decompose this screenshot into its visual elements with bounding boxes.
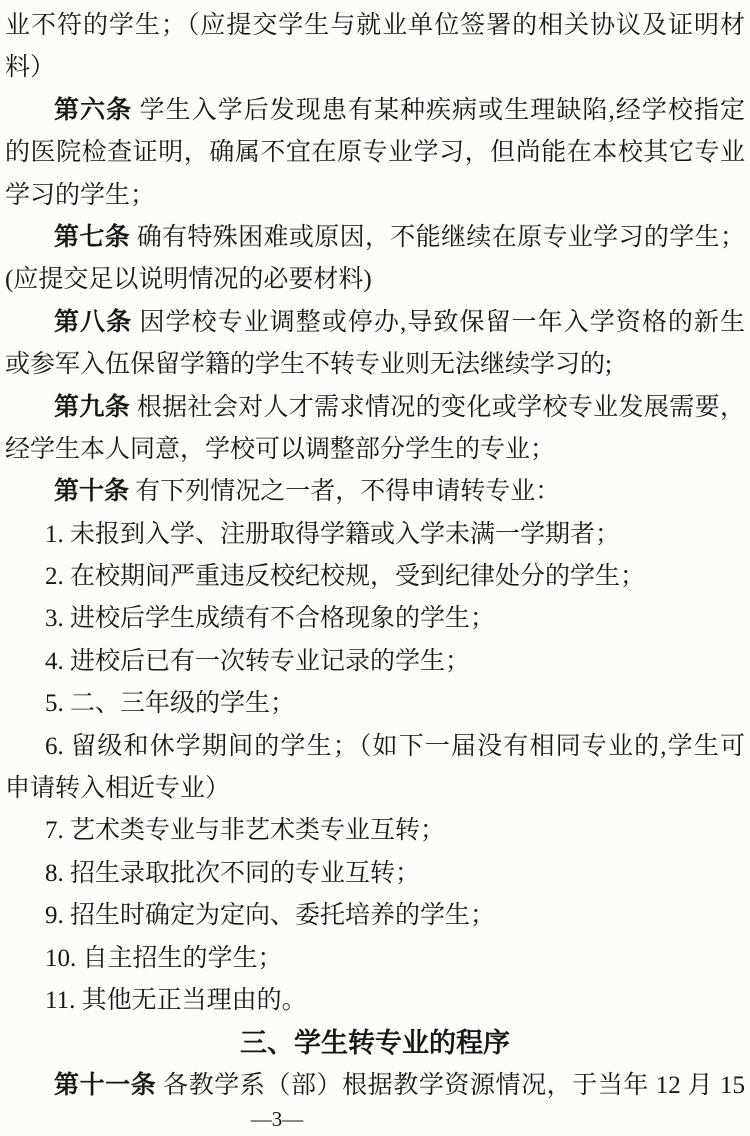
line-text: 业不符的学生；（应提交学生与就业单位签署的相关协议及证明材 [5,12,745,39]
list-item [5,683,745,725]
line-text: 7. 艺术类专业与非艺术类专业互转； [45,817,446,845]
article-6-line [5,90,745,132]
article-term: 第七条 [54,223,131,251]
article-term: 第十条 [54,478,130,506]
article-8-line [5,302,745,344]
list-item [5,556,745,598]
line-text: 或参军入伍保留学籍的学生不转专业则无法继续学习的; [5,351,612,379]
page-number-text: —3— [250,1107,304,1131]
article-term: 第九条 [54,393,131,421]
line-text: 9. 招生时确定为定向、委托培养的学生； [45,902,496,930]
article-11-line [5,1065,745,1107]
line-text: 2. 在校期间严重违反校纪校规，受到纪律处分的学生； [45,563,646,591]
section-heading [5,1022,745,1064]
line-text: 根据社会对人才需求情况的变化或学校专业发展需要， [130,393,745,421]
text-line [5,429,745,471]
line-text: 因学校专业调整或停办,导致保留一年入学资格的新生 [132,308,745,336]
text-line [5,344,745,386]
line-text: 3. 进校后学生成绩有不合格现象的学生； [45,605,496,633]
line-text: 确有特殊困难或原因，不能继续在原专业学习的学生； [130,223,745,251]
line-text: 料） [5,54,56,82]
article-term: 第十一条 [54,1071,157,1099]
article-term: 第六条 [54,96,133,124]
text-line [5,47,745,89]
page-number [0,1106,652,1132]
line-text: 学习的学生； [5,181,156,209]
line-text: 有下列情况之一者，不得申请转专业： [129,478,561,506]
list-item [5,980,745,1022]
text-line [5,175,745,217]
article-term: 第八条 [54,308,133,336]
list-item [5,853,745,895]
text-line [5,5,745,47]
line-text: (应提交足以说明情况的必要材料) [5,266,372,294]
line-text: 8. 招生录取批次不同的专业互转； [45,859,421,887]
list-item [5,641,745,683]
line-text: 6. 留级和休学期间的学生；（如下一届没有相同专业的,学生可 [45,732,745,760]
line-text: 1. 未报到入学、注册取得学籍或入学未满一学期者； [45,520,621,548]
line-text: 5. 二、三年级的学生； [45,690,296,718]
article-7-line [5,217,745,259]
list-item [5,938,745,980]
line-text: 4. 进校后已有一次转专业记录的学生； [45,647,471,675]
list-item [5,598,745,640]
line-text: 10. 自主招生的学生； [45,944,283,972]
line-text: 学生入学后发现患有某种疾病或生理缺陷,经学校指定 [132,96,745,124]
article-10-line [5,471,745,513]
line-text: 申请转入相近专业） [5,775,231,803]
list-item [5,895,745,937]
heading-text: 三、学生转专业的程序 [240,1028,510,1059]
line-text: 11. 其他无正当理由的。 [45,986,307,1014]
text-line [5,768,745,810]
line-text: 的医院检查证明，确属不宜在原专业学习，但尚能在本校其它专业 [5,139,745,167]
line-text: 各教学系（部）根据教学资源情况，于当年 12 月 15 [156,1071,745,1099]
list-item [5,726,745,768]
text-line [5,259,745,301]
list-item [5,810,745,852]
article-9-line [5,387,745,429]
line-text: 经学生本人同意，学校可以调整部分学生的专业； [5,435,556,463]
list-item [5,514,745,556]
text-line [5,132,745,174]
